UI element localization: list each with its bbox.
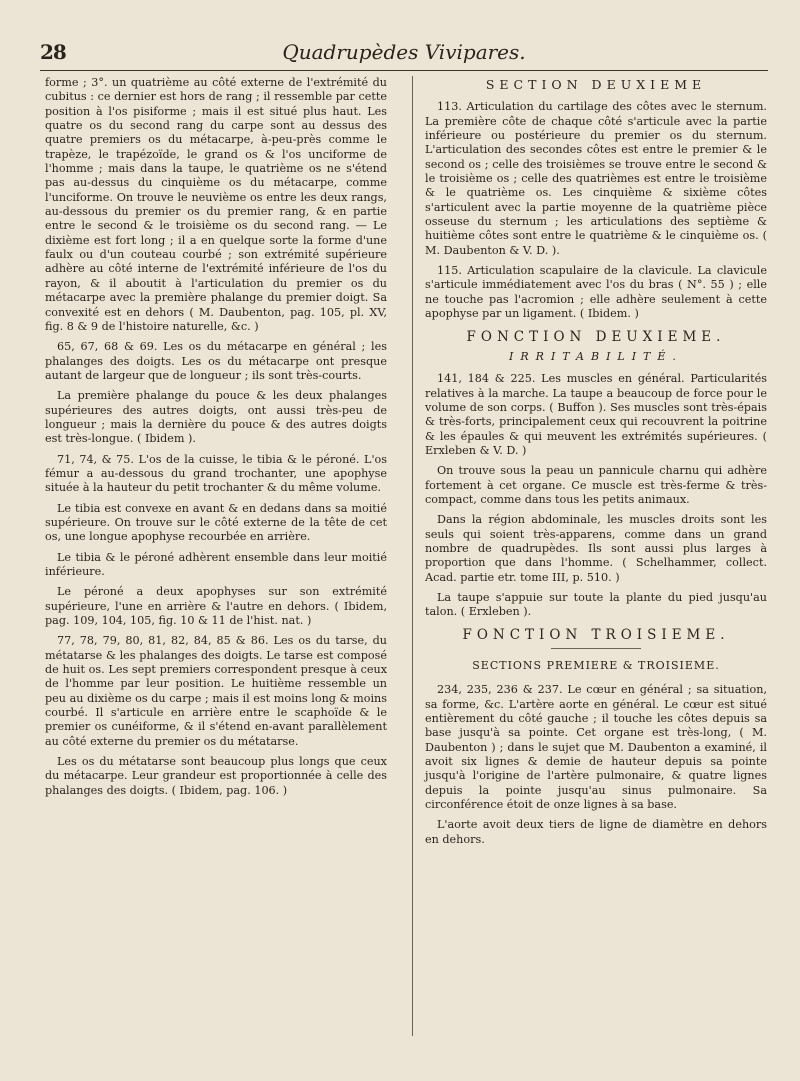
fonction-2-subheading: IRRITABILITÉ. bbox=[509, 349, 683, 363]
paragraph-talon: La taupe s'appuie sur toute la plante du pied jusqu'au talon. ( Erxleben ). bbox=[425, 591, 767, 619]
page-number: 28 bbox=[40, 40, 66, 64]
heading-rule bbox=[551, 648, 641, 649]
section-heading: SECTION DEUXIEME bbox=[485, 77, 707, 92]
paragraph-113: 113. Articulation du cartilage des côtes avec le sternum. La première côte de chaque côté s'articule avec la partie inférieure ou postérieure du premier os du sternum. L'articulation des secondes côtes est entre le premier & le second os ; celle des troisièmes se trouve entre le second & le troisième os ; celle des quatrièmes est entre le troisième & le quatrième os. Les cinquième & sixième côtes s'articulent avec la partie moyenne de la quatrième pièce osseuse du sternum ; les articulations des septième & huitième côtes sont entre le quatrième & le cinquième os. ( M. Daubenton & V. D. ). bbox=[425, 100, 767, 257]
page-header bbox=[40, 40, 768, 68]
paragraph-tarse: 77, 78, 79, 80, 81, 82, 84, 85 & 86. Les os du tarse, du métatarse & les phalanges des doigts. Le tarse est composé de huit os. Les sept premiers correspondent presque à ceux de l'homme par leur position. Le huitième ressemble un peu au dixième os du carpe ; mais il est moins long & moins courbé. Il s'articule en arrière entre le scaphoïde & le premier os cunéiforme, & il s'étend en-avant parallèlement au côté externe du premier os du métatarse. bbox=[45, 634, 387, 748]
paragraph-115: 115. Articulation scapulaire de la clavicule. La clavicule s'articule immédiatement avec l'os du bras ( N°. 55 ) ; elle ne touche pas l'acromion ; elle adhère seulement à cette apophyse par un ligament. ( Ibidem. ) bbox=[425, 264, 767, 321]
paragraph-metacarpe: 65, 67, 68 & 69. Les os du métacarpe en général ; les phalanges des doigts. Les os du métacarpe ont presque autant de largeur que de longueur ; ils sont très-courts. bbox=[45, 340, 387, 382]
paragraph-carpe: forme ; 3°. un quatrième au côté externe de l'extrémité du cubitus : ce dernier est hors de rang ; il ressemble par cette position à l'os pisiforme ; mais il est situé plus haut. Les quatre os du second rang du carpe sont au dessus des quatre premiers os du métacarpe, à-peu-près comme le trapèze, le trapézoïde, le grand os & l'os unciforme de l'homme ; mais dans la taupe, le quatrième os ne s'étend pas au-dessus du cinquième os du métacarpe, comme l'unciforme. On trouve le neuvième os entre les deux rangs, au-dessous du premier os du premier rang, & en partie entre le second & le troisième os du second rang. — Le dixième est fort long ; il a en quelque sorte la forme d'une faulx ou d'un couteau courbé ; son extrémité supérieure adhère au côté interne de l'extrémité inférieure de l'os du rayon, & il aboutit à l'articulation du premier os du métacarpe avec la première phalange du premier doigt. Sa convexité est en dehors ( M. Daubenton, pag. 105, pl. XV, fig. 8 & 9 de l'histoire naturelle, &c. ) bbox=[45, 76, 387, 333]
paragraph-pannicule: On trouve sous la peau un pannicule charnu qui adhère fortement à cet organe. Ce muscle est très-ferme & très-compact, comme dans tous les petits animaux. bbox=[425, 464, 767, 506]
paragraph-perone: Le péroné a deux apophyses sur son extrémité supérieure, l'une en arrière & l'autre en dehors. ( Ibidem, pag. 109, 104, 105, fig. 10 & 11 de l'hist. nat. ) bbox=[45, 585, 387, 628]
left-column bbox=[45, 76, 387, 804]
paragraph-metatarse: Les os du métatarse sont beaucoup plus longs que ceux du métacarpe. Leur grandeur est proportionnée à celle des phalanges des doigts. ( Ibidem, pag. 106. ) bbox=[45, 755, 387, 797]
paragraph-abdominale: Dans la région abdominale, les muscles droits sont les seuls qui soient très-apparens, comme dans un grand nombre de quadrupèdes. Ils sont aussi plus larges à proportion que dans l'homme. ( Schelhammer, collect. Acad. partie etr. tome III, p. 510. ) bbox=[425, 513, 767, 584]
paragraph-phalanges: La première phalange du pouce & les deux phalanges supérieures des autres doigts, ont aussi très-peu de longueur ; mais la dernière du pouce & des autres doigts est très-longue. ( Ibidem ). bbox=[45, 389, 387, 446]
fonction-3-heading: FONCTION TROISIEME. bbox=[462, 626, 730, 643]
paragraph-234: 234, 235, 236 & 237. Le cœur en général ; sa situation, sa forme, &c. L'artère aorte en général. Le cœur est situé entièrement du côté gauche ; il touche les côtes depuis sa base jusqu'à sa pointe. Cet organe est très-long, ( M. Daubenton ) ; dans le sujet que M. Daubenton a examiné, il avoit six lignes & demie de hauteur depuis sa pointe jusqu'à l'origine de l'artère pulmonaire, & quatre lignes depuis la pointe jusqu'au sinus pulmonaire. Sa circonférence étoit de onze lignes à sa base. bbox=[425, 683, 767, 812]
paragraph-laorte: L'aorte avoit deux tiers de ligne de diamètre en dehors en dehors. bbox=[425, 818, 767, 846]
sections-heading: SECTIONS PREMIERE & TROISIEME. bbox=[472, 659, 720, 673]
right-column bbox=[425, 76, 767, 853]
column-divider bbox=[412, 76, 413, 1036]
paragraph-141: 141, 184 & 225. Les muscles en général. Particularités relatives à la marche. La taupe a beaucoup de force pour le volume de son corps. ( Buffon ). Ses muscles sont très-épais & très-forts, principalement ceux qui recouvrent la poitrine & les épaules & qui meuvent les extrémités supérieures. ( Erxleben & V. D. ) bbox=[425, 372, 767, 457]
header-rule bbox=[40, 70, 768, 71]
fonction-2-heading: FONCTION DEUXIEME. bbox=[466, 328, 726, 345]
paragraph-tibia: Le tibia est convexe en avant & en dedans dans sa moitié supérieure. On trouve sur le côté externe de la tête de cet os, une longue apophyse recourbée en arrière. bbox=[45, 501, 387, 544]
paragraph-cuisse: 71, 74, & 75. L'os de la cuisse, le tibia & le péroné. L'os fémur a au-dessous du grand trochanter, une apophyse située à la hauteur du petit trochanter & du même volume. bbox=[45, 452, 387, 495]
paragraph-tibia-perone: Le tibia & le péroné adhèrent ensemble dans leur moitié inférieure. bbox=[45, 550, 387, 578]
running-title: Quadrupèdes Vivipares. bbox=[282, 40, 526, 64]
